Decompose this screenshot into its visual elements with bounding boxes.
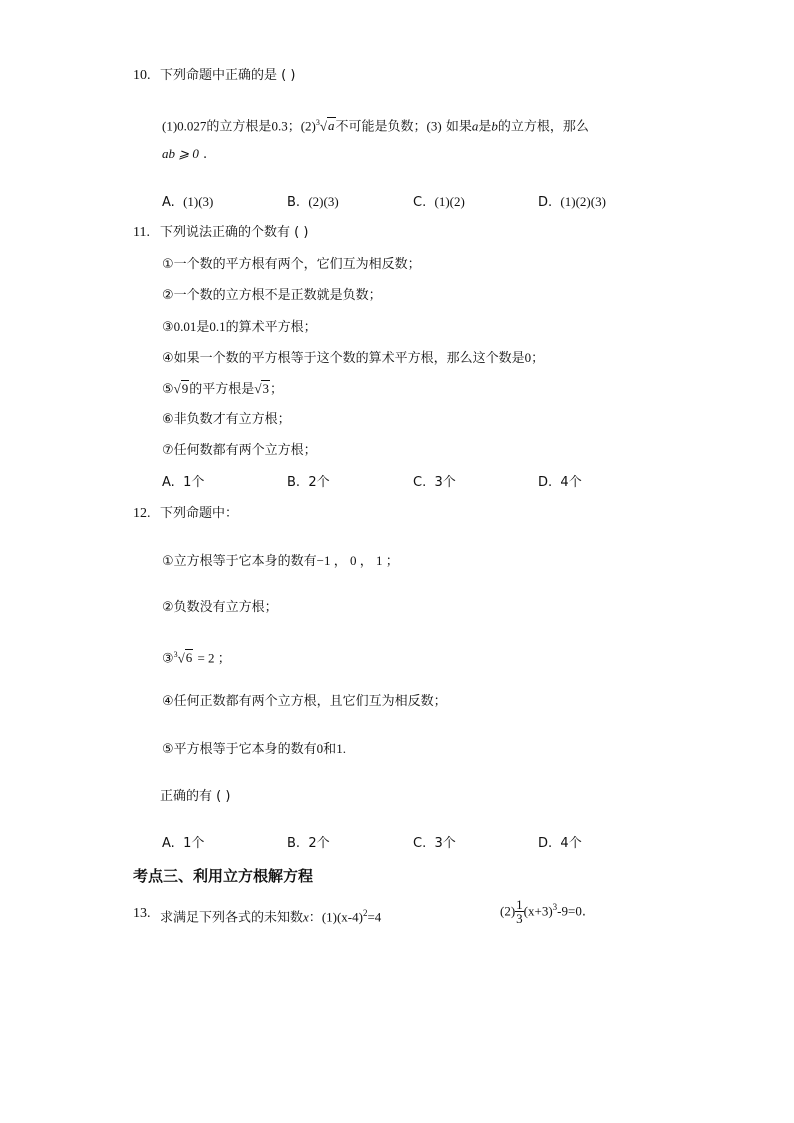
item-mark: ② (162, 288, 174, 303)
q13-number: 13. (133, 906, 151, 921)
cube-root-6: $^3$√6 (173, 650, 193, 666)
q12-item-2 (162, 599, 278, 617)
q11-option-b[interactable] (287, 474, 330, 492)
q12-option-a[interactable] (162, 835, 204, 853)
q10-var-a: a (471, 118, 479, 134)
one-third-fraction (515, 898, 524, 925)
q10-radicand: a (328, 118, 335, 134)
item-text: 任何数都有两个立方根； (173, 443, 317, 458)
q11-item-2 (162, 287, 382, 305)
q13-sep: ： (308, 910, 322, 926)
option-text: 4个 (560, 836, 582, 851)
option-letter: D. (538, 475, 553, 490)
item-mark: ④ (162, 694, 174, 709)
q11-stem: 下列说法正确的个数有 ( ) (160, 225, 309, 240)
option-text: (2)(3) (308, 194, 339, 209)
item-mark: ④ (162, 351, 174, 366)
q11-option-c[interactable] (413, 474, 456, 492)
q12-item-1 (162, 552, 399, 571)
q10-ab-expr: ab ⩾ 0 (162, 146, 199, 161)
option-letter: D. (538, 836, 553, 851)
q11-number: 11. (133, 225, 150, 240)
item-text: 非负数才有立方根； (173, 412, 291, 427)
item-mark: ③ (162, 651, 174, 667)
item-text: 的算术平方根； (225, 320, 317, 335)
q10-option-b[interactable] (287, 193, 339, 212)
q13-part1-exp: 2 (362, 908, 368, 918)
option-text: (1)(3) (183, 194, 214, 209)
option-text: (1)(2) (434, 194, 465, 209)
q13-var: x (303, 909, 309, 925)
q12-option-b[interactable] (287, 835, 330, 853)
sqrt-3: √3 (254, 381, 269, 396)
item-text: 和 (323, 742, 337, 757)
option-letter: A. (162, 836, 175, 851)
radicand: 6 (185, 650, 193, 666)
q13-part2-rest: -9=0 (557, 903, 582, 919)
q10-p3-text2: 是 (478, 119, 492, 135)
q13-stem-text: 求满足下列各式的未知数 (160, 910, 304, 926)
option-text: 3个 (434, 475, 456, 490)
q12-option-d[interactable] (538, 835, 582, 853)
item-value: 0 (524, 350, 532, 365)
q10-var-b: b (491, 118, 498, 134)
item-text: 立方根等于它本身的数有 (173, 554, 317, 569)
q10-option-c[interactable] (413, 193, 465, 212)
option-letter: A. (162, 475, 175, 490)
q10-p2-num: (2) (300, 118, 316, 134)
frac-numerator: 1 (516, 897, 523, 913)
item-values: −1 ， 0 ， 1 ； (316, 553, 399, 568)
q12-stem: 下列命题中： (160, 506, 239, 521)
q10-statement-line-2 (162, 145, 207, 164)
q10-number: 10. (133, 68, 151, 83)
option-letter: C. (413, 195, 427, 210)
q11-option-a[interactable] (162, 474, 204, 492)
item-value: 0 (316, 741, 324, 756)
item-mark: ① (162, 554, 174, 569)
q10-p1-num: (1)0.027 (162, 118, 207, 134)
radicand: 9 (181, 381, 189, 396)
q10-root-index: 3 (315, 118, 320, 127)
q10-p1-text: 的立方根是 (206, 119, 272, 135)
item-mark: ⑦ (162, 443, 174, 458)
q10-stem: 下列命题中正确的是 ( ) (160, 68, 296, 83)
q12-item-4 (162, 693, 447, 711)
q10-sep: ； (287, 119, 301, 135)
option-letter: C. (413, 475, 427, 490)
item-end: ； (269, 382, 283, 397)
item-mark: ② (162, 600, 174, 615)
q10-statement-line-1 (162, 114, 589, 136)
q10-line2-end: . (203, 147, 208, 162)
q13-part2-exp: 3 (552, 902, 558, 912)
q13-part1: (1)(x-4) (321, 909, 363, 925)
q10-p3-text1: 如果 (445, 119, 472, 135)
option-text: 1个 (183, 836, 205, 851)
q12-number: 12. (133, 506, 151, 521)
q12-item-5 (162, 740, 346, 759)
q13-part1-rest: =4 (367, 909, 382, 925)
option-text: (1)(2)(3) (560, 194, 606, 209)
option-letter: D. (538, 195, 553, 210)
q11-item-5 (162, 380, 283, 399)
item-expr: = 2 ； (197, 650, 231, 666)
item-mark: ⑥ (162, 412, 174, 427)
item-text: 负数没有立方根； (173, 600, 278, 615)
radicand: 3 (262, 381, 269, 396)
option-letter: C. (413, 836, 427, 851)
q11-item-1 (162, 256, 421, 274)
q12-option-c[interactable] (413, 835, 456, 853)
option-letter: B. (287, 475, 301, 490)
q10-cube-root: $^3$√a (315, 118, 335, 134)
item-mark: ③ (162, 320, 174, 335)
item-mark: ⑤ (162, 742, 174, 757)
item-text: 任何正数都有两个立方根，且它们互为相反数； (173, 694, 447, 709)
q10-option-a[interactable] (162, 193, 213, 212)
item-text: 一个数的立方根不是正数就是负数； (173, 288, 382, 303)
item-mark: ① (162, 257, 174, 272)
option-text: 2个 (308, 475, 330, 490)
item-mark: ⑤ (162, 382, 174, 397)
option-letter: A. (162, 195, 175, 210)
q11-item-4 (162, 349, 544, 368)
option-text: 4个 (560, 475, 582, 490)
sqrt-9: √9 (173, 381, 189, 396)
q11-item-3 (162, 318, 317, 337)
q10-p1-val: 0.3 (271, 118, 288, 134)
item-end: ； (531, 351, 545, 366)
item-value: 0.1 (209, 319, 226, 334)
option-letter: B. (287, 836, 301, 851)
q12-ask: 正确的有 ( ) (160, 789, 231, 804)
option-text: 3个 (434, 836, 456, 851)
frac-denominator: 3 (516, 911, 523, 927)
item-text: 平方根等于它本身的数有 (173, 742, 317, 757)
item-value: 1. (336, 741, 346, 756)
item-value: 0.01 (173, 319, 197, 334)
option-text: 2个 (308, 836, 330, 851)
q11-item-6 (162, 411, 291, 429)
item-text: 如果一个数的平方根等于这个数的算术平方根，那么这个数是 (173, 351, 525, 366)
q12-item-3 (162, 646, 231, 668)
q10-p2-text: 不可能是负数； (335, 119, 427, 135)
q10-p3-num: (3) (426, 118, 442, 134)
q13-part2-pre: (2) (500, 903, 516, 919)
q11-option-d[interactable] (538, 474, 582, 492)
q13-part2-body: (x+3) (523, 903, 553, 919)
q10-p3-text3: 的立方根，那么 (497, 119, 589, 135)
root-index: 3 (173, 650, 178, 659)
option-letter: B. (287, 195, 301, 210)
item-text: 一个数的平方根有两个，它们互为相反数； (173, 257, 421, 272)
section-heading: 考点三、利用立方根解方程 (133, 867, 314, 885)
q13-stem (160, 904, 381, 927)
q10-option-d[interactable] (538, 193, 606, 212)
item-text: 的平方根是 (189, 382, 255, 397)
item-text: 是 (196, 320, 210, 335)
q13-part2 (500, 898, 586, 925)
q13-end: . (581, 904, 586, 920)
option-text: 1个 (183, 475, 205, 490)
q11-item-7 (162, 442, 317, 460)
